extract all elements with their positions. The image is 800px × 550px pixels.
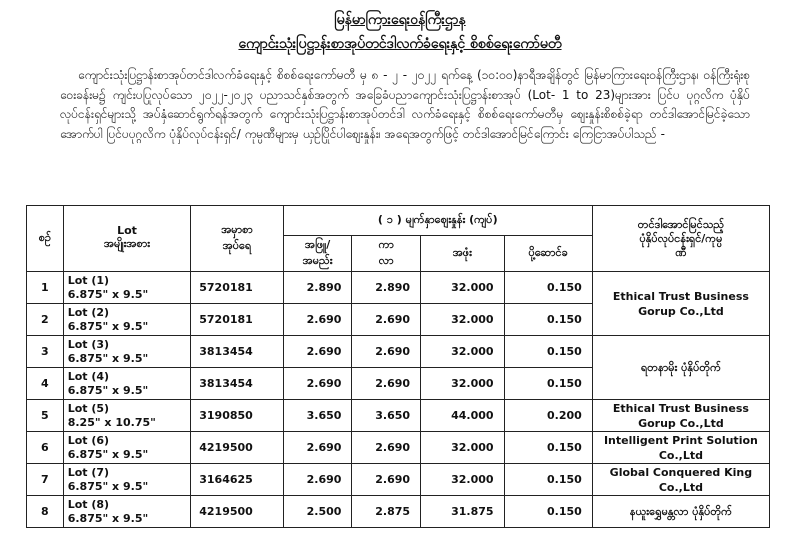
row-company: နယူးရွှေမန္တလာ ပုံနှိပ်တိုက် (592, 496, 769, 528)
row-no: 5 (27, 400, 64, 432)
row-color: 2.690 (352, 464, 421, 496)
row-code: 5720181 (191, 272, 284, 304)
row-code: 3813454 (191, 368, 284, 400)
row-no: 1 (27, 272, 64, 304)
row-code: 4219500 (191, 432, 284, 464)
ministry-title: မြန်မာကြားရေးဝန်ကြီးဌာန (334, 12, 466, 28)
lot-size: 6.875" x 9.5" (67, 287, 149, 301)
row-bw: 2.690 (283, 304, 352, 336)
row-cover: 44.000 (421, 400, 505, 432)
row-ship: 0.150 (504, 304, 592, 336)
row-no: 2 (27, 304, 64, 336)
row-ship: 0.150 (504, 464, 592, 496)
row-ship: 0.150 (504, 432, 592, 464)
row-color: 2.875 (352, 496, 421, 528)
header-lot: Lot အမျိုးအစား (63, 206, 191, 272)
row-cover: 32.000 (421, 304, 505, 336)
row-color: 2.690 (352, 336, 421, 368)
lot-name: Lot (1) (67, 273, 110, 287)
row-company: Ethical Trust Business Gorup Co.,Ltd (592, 272, 769, 336)
table-row (27, 272, 770, 304)
row-code: 3190850 (191, 400, 284, 432)
lot-name: Lot (4) (67, 369, 110, 383)
row-bw: 3.650 (283, 400, 352, 432)
row-no: 3 (27, 336, 64, 368)
row-ship: 0.150 (504, 496, 592, 528)
row-cover: 32.000 (421, 272, 505, 304)
lot-name: Lot (5) (67, 401, 110, 415)
row-no: 6 (27, 432, 64, 464)
lot-name: Lot (6) (67, 433, 110, 447)
row-ship: 0.150 (504, 336, 592, 368)
row-cover: 32.000 (421, 432, 505, 464)
table-row (27, 336, 770, 368)
row-bw: 2.690 (283, 336, 352, 368)
row-lot (63, 400, 191, 432)
announcement-paragraph: ကျောင်းသုံးပြဋ္ဌာန်းစာအုပ်တင်ဒါလက်ခံရေးနှင့် စိစစ်ရေးကော်မတီ မှ ၈ - ၂ - ၂၀၂၂ ရက်နေ့ (၁၀:၀၀)နာရီအချိန်တွင် မြန်မာကြားရေးဝန်ကြီးဌာန၊ ဝန်ကြီးရုံးစုဝေးခန်းမ၌ ကျင်းပပြုလုပ်သော ၂၀၂၂-၂၀၂၃ ပညာသင်နှစ်အတွက် အခြေခံပညာကျောင်းသုံးပြဋ္ဌာန်းစာအုပ် (Lot- 1 to 23)များအား ပြင်ပ ပုဂ္ဂလိက ပုံနှိပ်လုပ်ငန်းရှင်များသို့ အပ်နှံဆောင်ရွက်ရန်အတွက် ကျောင်းသုံးပြဋ္ဌာန်းစာအုပ်တင်ဒါ လက်ခံရေးနှင့် စိစစ်ရေးကော်မတီမှ ဈေးနှုန်းစိစစ်ခဲ့ရာ တင်ဒါအောင်မြင်ခဲ့သော အောက်ပါ ပြင်ပပုဂ္ဂလိက ပုံနှိပ်လုပ်ငန်းရှင်/ ကုမ္ပဏီများမှ ယှဉ်ပြိုင်ပါဈေးနှုန်း၊ အရေအတွက်ဖြင့် တင်ဒါအောင်မြင်ကြောင်း ကြေငြာအပ်ပါသည် - (60, 68, 750, 141)
lot-size: 6.875" x 9.5" (67, 383, 149, 397)
row-lot (63, 496, 191, 528)
header-color: ကာ လာ (352, 236, 421, 272)
row-ship: 0.200 (504, 400, 592, 432)
header-no: စဉ် (27, 206, 64, 272)
row-no: 4 (27, 368, 64, 400)
row-cover: 31.875 (421, 496, 505, 528)
lot-size: 6.875" x 9.5" (67, 351, 149, 365)
header-cover: အဖုံး (421, 236, 505, 272)
lot-size: 6.875" x 9.5" (67, 479, 149, 493)
lot-size: 8.25" x 10.75" (67, 415, 156, 429)
table-row (27, 464, 770, 496)
header-company: တင်ဒါအောင်မြင်သည့် ပုံနှိပ်လုပ်ငန်းရှင်/ကုမ္ပ ဏီ (592, 206, 769, 272)
header-ship: ပို့ဆောင်ခ (504, 236, 592, 272)
row-no: 8 (27, 496, 64, 528)
row-lot (63, 464, 191, 496)
table-row (27, 400, 770, 432)
row-color: 2.690 (352, 432, 421, 464)
lot-name: Lot (8) (67, 497, 110, 511)
row-company: Intelligent Print Solution Co.,Ltd (592, 432, 769, 464)
lot-name: Lot (3) (67, 337, 110, 351)
lot-name: Lot (2) (67, 305, 110, 319)
header-code: အမှာစာ အုပ်ရေ (191, 206, 284, 272)
row-cover: 32.000 (421, 336, 505, 368)
row-cover: 32.000 (421, 368, 505, 400)
row-lot (63, 336, 191, 368)
lot-size: 6.875" x 9.5" (67, 447, 149, 461)
header-bw: အဖြူ/ အမည်း (283, 236, 352, 272)
row-company: ရတနာမိုး ပုံနှိပ်တိုက် (592, 336, 769, 400)
header-price-group: ( ၁ ) မျက်နှာဈေးနှုန်း (ကျပ်) (283, 206, 592, 236)
table-row (27, 496, 770, 528)
row-color: 2.890 (352, 272, 421, 304)
row-color: 3.650 (352, 400, 421, 432)
row-bw: 2.890 (283, 272, 352, 304)
row-color: 2.690 (352, 368, 421, 400)
row-code: 4219500 (191, 496, 284, 528)
row-no: 7 (27, 464, 64, 496)
row-lot (63, 304, 191, 336)
committee-title: ကျောင်းသုံးပြဋ္ဌာန်းစာအုပ်တင်ဒါလက်ခံရေးနှင့် စိစစ်ရေးကော်မတီ (238, 36, 562, 52)
tender-results-table (26, 205, 770, 528)
row-company: Ethical Trust Business Gorup Co.,Ltd (592, 400, 769, 432)
row-bw: 2.690 (283, 432, 352, 464)
row-code: 5720181 (191, 304, 284, 336)
lot-name: Lot (7) (67, 465, 110, 479)
table-row (27, 432, 770, 464)
row-color: 2.690 (352, 304, 421, 336)
row-ship: 0.150 (504, 368, 592, 400)
lot-size: 6.875" x 9.5" (67, 511, 149, 525)
row-code: 3164625 (191, 464, 284, 496)
row-bw: 2.690 (283, 368, 352, 400)
row-ship: 0.150 (504, 272, 592, 304)
row-code: 3813454 (191, 336, 284, 368)
row-company: Global Conquered King Co.,Ltd (592, 464, 769, 496)
lot-size: 6.875" x 9.5" (67, 319, 149, 333)
row-lot (63, 432, 191, 464)
row-cover: 32.000 (421, 464, 505, 496)
row-lot (63, 368, 191, 400)
row-lot (63, 272, 191, 304)
row-bw: 2.500 (283, 496, 352, 528)
row-bw: 2.690 (283, 464, 352, 496)
